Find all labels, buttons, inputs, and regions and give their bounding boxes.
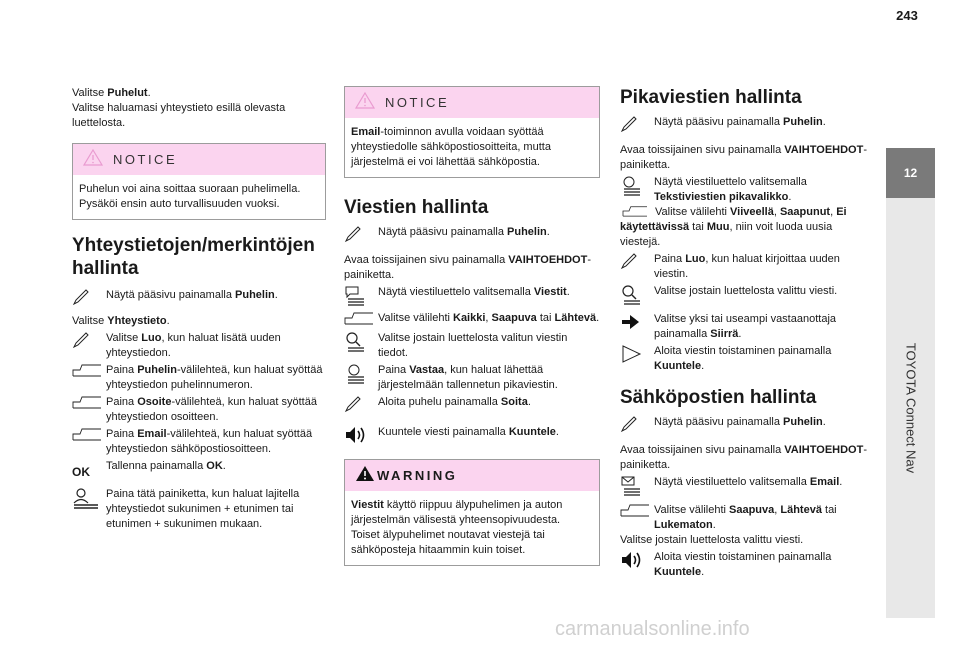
step-row: Paina Puhelin-välilehteä, kun haluat syöttää yhteystiedon puhelinnumeron. bbox=[72, 363, 326, 393]
step-row: Näytä viestiluettelo valitsemalla Tekstiviestien pikavalikko. bbox=[620, 175, 870, 205]
pen-icon bbox=[620, 115, 638, 133]
notice-header bbox=[73, 144, 325, 175]
details-icon bbox=[620, 284, 642, 306]
tab-icon bbox=[344, 311, 374, 325]
step-row: Valitse jostain luettelosta valittu viesti. bbox=[620, 284, 870, 302]
step-row: Paina Osoite-välilehteä, kun haluat syöttää yhteystiedon osoitteen. bbox=[72, 395, 326, 425]
column-3 bbox=[620, 86, 870, 580]
speaker-icon bbox=[620, 550, 644, 570]
tab-icon bbox=[72, 363, 102, 377]
step-row: Valitse jostain luettelosta valitun viestin tiedot. bbox=[344, 331, 600, 361]
step-row: Valitse Luo, kun haluat lisätä uuden yhteystiedon. bbox=[72, 331, 326, 361]
intro-line-1: Valitse Puhelut. bbox=[72, 87, 151, 99]
column-2 bbox=[344, 86, 600, 566]
sort-contacts-icon bbox=[72, 487, 100, 509]
pen-icon bbox=[344, 395, 362, 413]
step-row: Paina tätä painiketta, kun haluat lajitella yhteystiedot sukunimen + etunimen tai etunimen + sukunimen mukaan. bbox=[72, 487, 326, 532]
step-row: Valitse välilehti Saapuva, Lähtevä tai Lukematon. bbox=[620, 503, 870, 533]
notice-box bbox=[72, 143, 326, 220]
notice-header bbox=[345, 87, 599, 118]
pen-icon bbox=[72, 288, 90, 306]
warning-label: WARNING bbox=[377, 468, 458, 483]
step-row: Näytä pääsivu painamalla Puhelin. bbox=[344, 225, 600, 243]
warning-triangle-icon bbox=[355, 92, 375, 114]
step-row: Valitse välilehti Kaikki, Saapuva tai Lähtevä. bbox=[344, 311, 600, 329]
chapter-title: TOYOTA Connect Nav bbox=[903, 342, 918, 474]
notice-box bbox=[344, 86, 600, 178]
step-row: Näytä pääsivu painamalla Puhelin. bbox=[620, 115, 870, 133]
step-row: Kuuntele viesti painamalla Kuuntele. bbox=[344, 425, 600, 443]
section-heading: Pikaviestien hallinta bbox=[620, 87, 802, 108]
tab-icon bbox=[620, 205, 650, 217]
quick-message-icon bbox=[620, 175, 642, 197]
section-heading: Sähköpostien hallinta bbox=[620, 387, 817, 408]
notice-label: NOTICE bbox=[113, 152, 178, 167]
tab-icon bbox=[620, 503, 650, 517]
pen-icon bbox=[344, 225, 362, 243]
step-row: Näytä viestiluettelo valitsemalla Email. bbox=[620, 475, 870, 493]
warning-triangle-icon bbox=[355, 465, 375, 487]
send-arrow-icon bbox=[620, 312, 642, 332]
section-heading: Yhteystietojen/merkintöjen hallinta bbox=[72, 235, 315, 279]
message-list-icon bbox=[344, 285, 366, 307]
tab-icon bbox=[72, 427, 102, 441]
options-line: Avaa toissijainen sivu painamalla VAIHTOEHDOT-painiketta. bbox=[344, 254, 591, 281]
select-line: Valitse jostain luettelosta valittu viesti. bbox=[620, 534, 804, 546]
step-row: Näytä pääsivu painamalla Puhelin. bbox=[72, 288, 326, 306]
email-list-icon bbox=[620, 475, 642, 497]
warning-header bbox=[345, 460, 599, 491]
notice-body: Email-toiminnon avulla voidaan syöttää yhteystiedolle sähköpostiosoitteita, mutta järjestelmä ei voi lähettää sähköpostia. bbox=[351, 126, 551, 168]
step-row: Paina Luo, kun haluat kirjoittaa uuden viestin. bbox=[620, 252, 870, 282]
play-icon bbox=[620, 344, 642, 364]
watermark: carmanualsonline.info bbox=[555, 618, 750, 640]
warning-box bbox=[344, 459, 600, 566]
page-number: 243 bbox=[896, 8, 918, 23]
step-row: Valitse yksi tai useampi vastaanottaja painamalla Siirrä. bbox=[620, 312, 870, 342]
step-row: Paina Vastaa, kun haluat lähettää järjestelmään tallennetun pikaviestin. bbox=[344, 363, 600, 393]
speaker-icon bbox=[344, 425, 368, 445]
details-icon bbox=[344, 331, 366, 353]
tab-line: Valitse välilehti Viiveellä, Saapunut, Ei käytettävissä tai Muu, niin voit luoda uusia viestejä. bbox=[620, 206, 847, 248]
step-row: Aloita puhelu painamalla Soita. bbox=[344, 395, 600, 413]
ok-icon: OK bbox=[72, 465, 90, 479]
step-row: Näytä pääsivu painamalla Puhelin. bbox=[620, 415, 870, 433]
select-line: Valitse Yhteystieto. bbox=[72, 315, 170, 327]
notice-label: NOTICE bbox=[385, 95, 450, 110]
options-line: Avaa toissijainen sivu painamalla VAIHTOEHDOT-painiketta. bbox=[620, 444, 867, 471]
step-row: Paina Email-välilehteä, kun haluat syöttää yhteystiedon sähköpostiosoitteen. bbox=[72, 427, 326, 457]
intro-line-2: Valitse haluamasi yhteystieto esillä olevasta luettelosta. bbox=[72, 102, 286, 129]
pen-icon bbox=[620, 415, 638, 433]
step-row: Aloita viestin toistaminen painamalla Kuuntele. bbox=[620, 344, 870, 374]
warning-body: Viestit käyttö riippuu älypuhelimen ja auton järjestelmän välisestä yhteensopivuudesta. Toiset älypuhelimet noutavat viestejä tai sähköposteja hitaammin kuin toiset. bbox=[351, 499, 563, 556]
pen-icon bbox=[72, 331, 90, 349]
pen-icon bbox=[620, 252, 638, 270]
column-1 bbox=[72, 86, 326, 532]
reply-list-icon bbox=[344, 363, 366, 385]
section-heading: Viestien hallinta bbox=[344, 197, 489, 218]
step-row: Aloita viestin toistaminen painamalla Kuuntele. bbox=[620, 550, 870, 580]
warning-triangle-icon bbox=[83, 149, 103, 171]
step-row: OK Tallenna painamalla OK. bbox=[72, 460, 226, 479]
step-row: Näytä viestiluettelo valitsemalla Viestit. bbox=[344, 285, 600, 303]
chapter-tab: 12 bbox=[886, 148, 935, 198]
tab-icon bbox=[72, 395, 102, 409]
options-line: Avaa toissijainen sivu painamalla VAIHTOEHDOT-painiketta. bbox=[620, 144, 867, 171]
notice-body: Puhelun voi aina soittaa suoraan puhelimella. Pysäköi ensin auto turvallisuuden vuoksi. bbox=[79, 183, 301, 210]
chapter-sidebar bbox=[886, 198, 935, 618]
